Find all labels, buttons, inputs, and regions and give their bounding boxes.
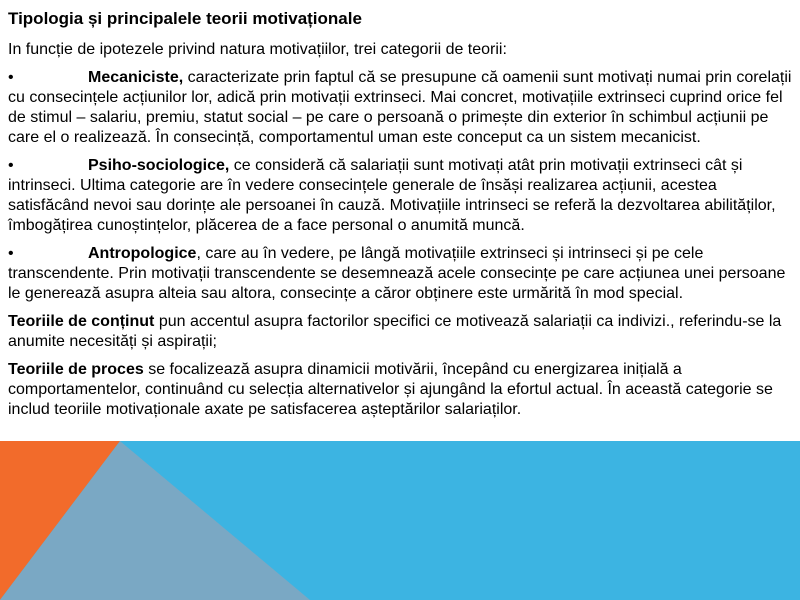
- content-theories-term: Teoriile de conținut: [8, 313, 155, 330]
- bullet-text: , care au în vedere, pe lângă motivațiile extrinseci și intrinseci și pe cele transcendente. Prin motivații transcendente se desemnează acele consecințe pe care acțiunea unei persoane le generează asupra alteia sau altora, consecințe a căror obținere este urmărită în mod special.: [8, 245, 786, 302]
- bullet-text: caracterizate prin faptul că se presupune că oamenii sunt motivați numai prin corelații cu consecințele acțiunilor lor, adică prin motivații extrinseci. Mai concret, motivațiile extrinseci cuprind orice fel de stimul – salariu, premiu, statut social – pe care o persoană o primește din exterior în schimbul acțiunii pe care el o realizează. În consecință, comportamentul uman este conceput ca un sistem mecanicist.: [8, 69, 792, 146]
- slide-title: Tipologia și principalele teorii motivaționale: [8, 9, 362, 28]
- bullet-mechanistic: [8, 68, 792, 148]
- bullet-term: Psiho-sociologice,: [88, 157, 230, 174]
- bullet-term: Antropologice: [88, 245, 197, 262]
- content-theories-paragraph: [8, 312, 792, 352]
- intro-paragraph: In funcție de ipotezele privind natura motivațiilor, trei categorii de teorii:: [8, 41, 507, 58]
- bullet-term: Mecaniciste,: [88, 69, 184, 86]
- process-theories-term: Teoriile de proces: [8, 361, 144, 378]
- bullet-text: ce consideră că salariații sunt motivați atât prin motivații extrinseci cât și intrinseci. Ultima categorie are în vedere consecințele generale de însăși realizarea acțiunii, acestea satisfăcând nevoi sau dorințe ale persoanei în cauză. Motivațiile intrinseci se referă la dezvoltarea abilităților, îmbogățirea cunoștințelor, plăcerea de a face personal o anumită muncă.: [8, 157, 776, 234]
- bullet-point: •: [8, 157, 14, 174]
- bullet-anthropological: [8, 244, 792, 304]
- bullet-psycho-sociological: [8, 156, 792, 236]
- process-theories-paragraph: [8, 360, 792, 420]
- bullet-point: •: [8, 69, 14, 86]
- process-theories-text: se focalizează asupra dinamicii motivării, începând cu energizarea inițială a comportamentelor, continuând cu selecția alternativelor și ajungând la efortul actual. În această categorie se includ teoriile motivaționale axate pe satisfacerea așteptărilor salariaților.: [8, 361, 773, 418]
- content-theories-text: pun accentul asupra factorilor specifici ce motivează salariații ca indivizi., referindu-se la anumite necesități și aspirații;: [8, 313, 782, 350]
- slide-content: [8, 8, 792, 428]
- bullet-point: •: [8, 245, 14, 262]
